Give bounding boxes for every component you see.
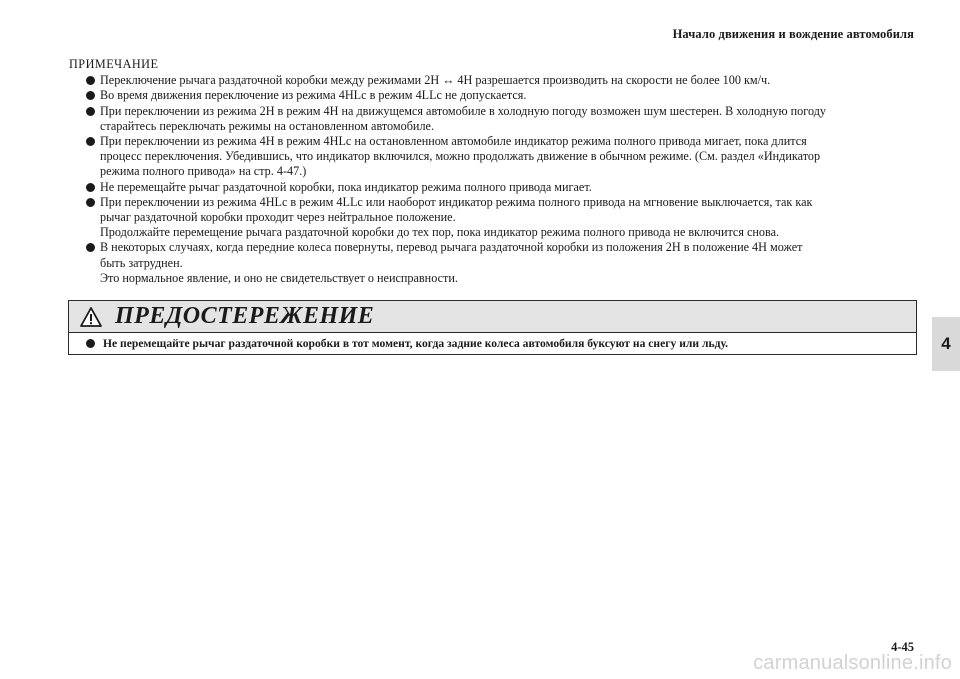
- note-item-line: процесс переключения. Убедившись, что индикатор включился, можно продолжать движение в обычном режиме. (См. раздел «Индикатор: [100, 149, 821, 164]
- bullet-icon: [86, 76, 95, 85]
- note-item-line: При переключении из режима 2H в режим 4H на движущемся автомобиле в холодную погоду возможен шум шестерен. В холодную погоду: [100, 103, 827, 118]
- note-item-line: режима полного привода» на стр. 4-47.): [100, 164, 307, 179]
- warning-item: [69, 333, 916, 354]
- note-block: [69, 57, 919, 286]
- note-item: [69, 240, 919, 286]
- note-item-line: Не перемещайте рычаг раздаточной коробки, пока индикатор режима полного привода мигает.: [100, 179, 592, 194]
- bullet-icon: [86, 198, 95, 207]
- note-item-line: Это нормальное явление, и оно не свидетельствует о неисправности.: [100, 270, 458, 285]
- page-number: 4-45: [891, 640, 914, 654]
- warning-triangle-icon: [80, 307, 102, 327]
- note-item-line: В некоторых случаях, когда передние колеса повернуты, перевод рычага раздаточной коробки из положения 2H в положение 4H может: [100, 240, 803, 255]
- note-item: [69, 88, 919, 103]
- note-item-line: старайтесь переключать режимы на остановленном автомобиле.: [100, 118, 434, 133]
- note-item-line: При переключении из режима 4HLc в режим 4LLc или наоборот индикатор режима полного привода на мгновение выключается, так как: [100, 194, 813, 209]
- bullet-icon: [86, 339, 95, 348]
- page-header-title: Начало движения и вождение автомобиля: [672, 27, 914, 41]
- note-item-line: Переключение рычага раздаточной коробки между режимами 2H ↔ 4H разрешается производить на скорости не более 100 км/ч.: [100, 73, 771, 88]
- bullet-icon: [86, 183, 95, 192]
- warning-header: [69, 301, 916, 333]
- warning-title: ПРЕДОСТЕРЕЖЕНИЕ: [115, 303, 375, 329]
- note-item: [69, 180, 919, 195]
- bullet-icon: [86, 107, 95, 116]
- note-list: [69, 73, 919, 286]
- bullet-icon: [86, 243, 95, 252]
- note-item-line: При переключении из режима 4H в режим 4HLc на остановленном автомобиле индикатор режима полного привода мигает, пока длится: [100, 134, 807, 149]
- note-item-line: быть затруднен.: [100, 255, 183, 270]
- note-item: [69, 195, 919, 241]
- note-item-line: рычаг раздаточной коробки проходит через нейтральное положение.: [100, 210, 456, 225]
- bullet-icon: [86, 137, 95, 146]
- note-item: [69, 104, 919, 134]
- note-item: [69, 73, 919, 88]
- note-item: [69, 134, 919, 180]
- note-item-line: Продолжайте перемещение рычага раздаточной коробки до тех пор, пока индикатор режима полного привода не включится снова.: [100, 225, 780, 240]
- note-heading: ПРИМЕЧАНИЕ: [69, 57, 159, 71]
- warning-item-text: Не перемещайте рычаг раздаточной коробки в тот момент, когда задние колеса автомобиля буксуют на снегу или льду.: [103, 337, 729, 350]
- watermark: carmanualsonline.info: [753, 652, 952, 674]
- note-item-line: Во время движения переключение из режима 4HLc в режим 4LLc не допускается.: [100, 88, 527, 103]
- bullet-icon: [86, 91, 95, 100]
- warning-box: [68, 300, 917, 355]
- chapter-tab: 4: [932, 317, 960, 371]
